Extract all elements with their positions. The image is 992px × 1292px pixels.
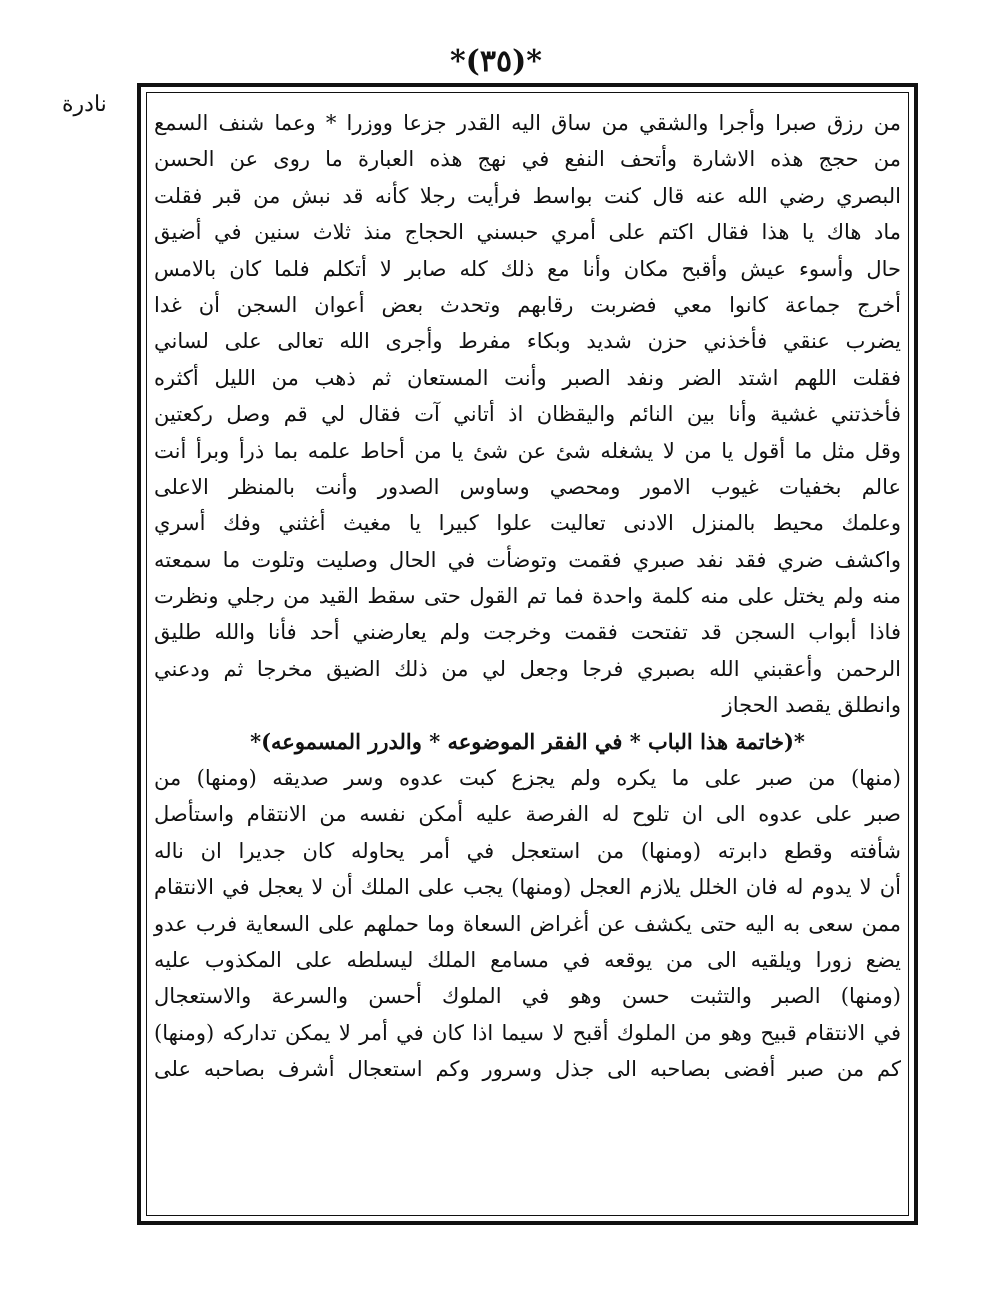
text-line: أخرج جماعة كانوا معي فضربت رقابهم وتحدث بعض أعوان السجن أن غدا [154,292,901,317]
text-line: فقلت اللهم اشتد الضر ونفد الصبر وأنت المستعان ثم ذهب من الليل أكثره [154,365,901,390]
margin-note: نادرة [62,92,107,117]
page-number: *(٣٥)* [449,44,542,79]
text-line: من حجج هذه الاشارة وأتحف النفع في نهج هذه العبارة ما روى عن الحسن [154,147,901,172]
text-line: صبر على عدوه الى ان تلوح له الفرصة عليه أمكن نفسه من الانتقام واستأصل [154,802,901,827]
text-line: (ومنها) الصبر والتثبت حسن وهو في الملوك أحسن والسرعة والاستعجال [154,984,901,1009]
text-line: البصري رضي الله عنه قال كنت بواسط فرأيت رجلا كأنه قد نبش من قبر فقلت [154,183,901,208]
text-line: فاذا أبواب السجن قد تفتحت فقمت وخرجت ولم يعارضني أحد فأنا والله طليق [154,620,901,645]
text-line: عالم بخفيات غيوب الامور ومحصي وساوس الصدور وأنت بالمنظر الاعلى [154,474,901,499]
text-line: يضع زورا ويلقيه الى من يوقعه في مسامع الملك ليسلطه على المكذوب عليه [154,947,901,972]
text-line: وانطلق يقصد الحجاز [722,693,901,718]
text-line: الرحمن وأعقبني الله بصبري فرجا وجعل لي من ذلك الضيق مخرجا ثم ودعني [154,656,901,681]
text-line: ممن سعى به اليه حتى يكشف عن أغراض السعاة وما حملهم على السعاية فرب عدو [154,911,901,936]
text-line: ماد هاك يا هذا فقال اكتم على أمري حبسني الحجاج منذ ثلاث سنين في أضيق [154,220,901,245]
text-line: وعلمك محيط بالمنزل الادنى تعاليت علوا كبيرا يا مغيث أغثني وفك أسري [154,511,901,536]
text-line: منه ولم يختل على منه كلمة واحدة فما تم القول حتى سقط القيد من رجلي ونظرت [154,584,901,609]
text-line: واكشف ضري فقد نفد صبري فقمت وتوضأت في الحال وصليت وتلوت ما سمعته [154,547,901,572]
text-line: (منها) من صبر على ما يكره ولم يجزع كبت عدوه وسر صديقه (ومنها) من [154,766,901,791]
text-line: كم من صبر أفضى بصاحبه الى جذل وسرور وكم استعجال أشرف بصاحبه على [154,1057,901,1082]
text-line: حال وأسوء عيش وأقبح مكان وأنا مع ذلك كله صابر لا أتكلم فلما كان بالامس [154,256,901,281]
section-heading: *(خاتمة هذا الباب * في الفقر الموضوعه * والدرر المسموعه)* [250,728,805,754]
text-line: فأخذتني غشية وأنا بين النائم واليقظان اذ أتاني آت فقال لي قم وصل ركعتين [154,402,901,427]
text-body [150,105,905,1088]
text-line: من رزق صبرا وأجرا والشقي من ساق اليه القدر جزعا ووزرا * وعما شنف السمع [154,111,901,135]
text-line: شأفته وقطع دابرته (ومنها) من استعجل في أمر يحاوله كان جديرا ان ناله [154,838,901,863]
text-line: وقل مثل ما أقول يا من لا يشغله شئ عن شئ يا من أحاط علمه بما ذرأ وبرأ أنت [154,438,901,463]
text-line: يضرب عنقي فأخذني حزن شديد وبكاء مفرط وأجرى الله تعالى على لساني [154,329,901,354]
text-line: أن لا يدوم له فان الخلل يلازم العجل (ومنها) يجب على الملك أن لا يعجل في الانتقام [154,875,901,900]
text-line: في الانتقام قبيح وهو من الملوك أقبح لا سيما اذا كان في أمر لا يمكن تداركه (ومنها) [154,1020,901,1045]
